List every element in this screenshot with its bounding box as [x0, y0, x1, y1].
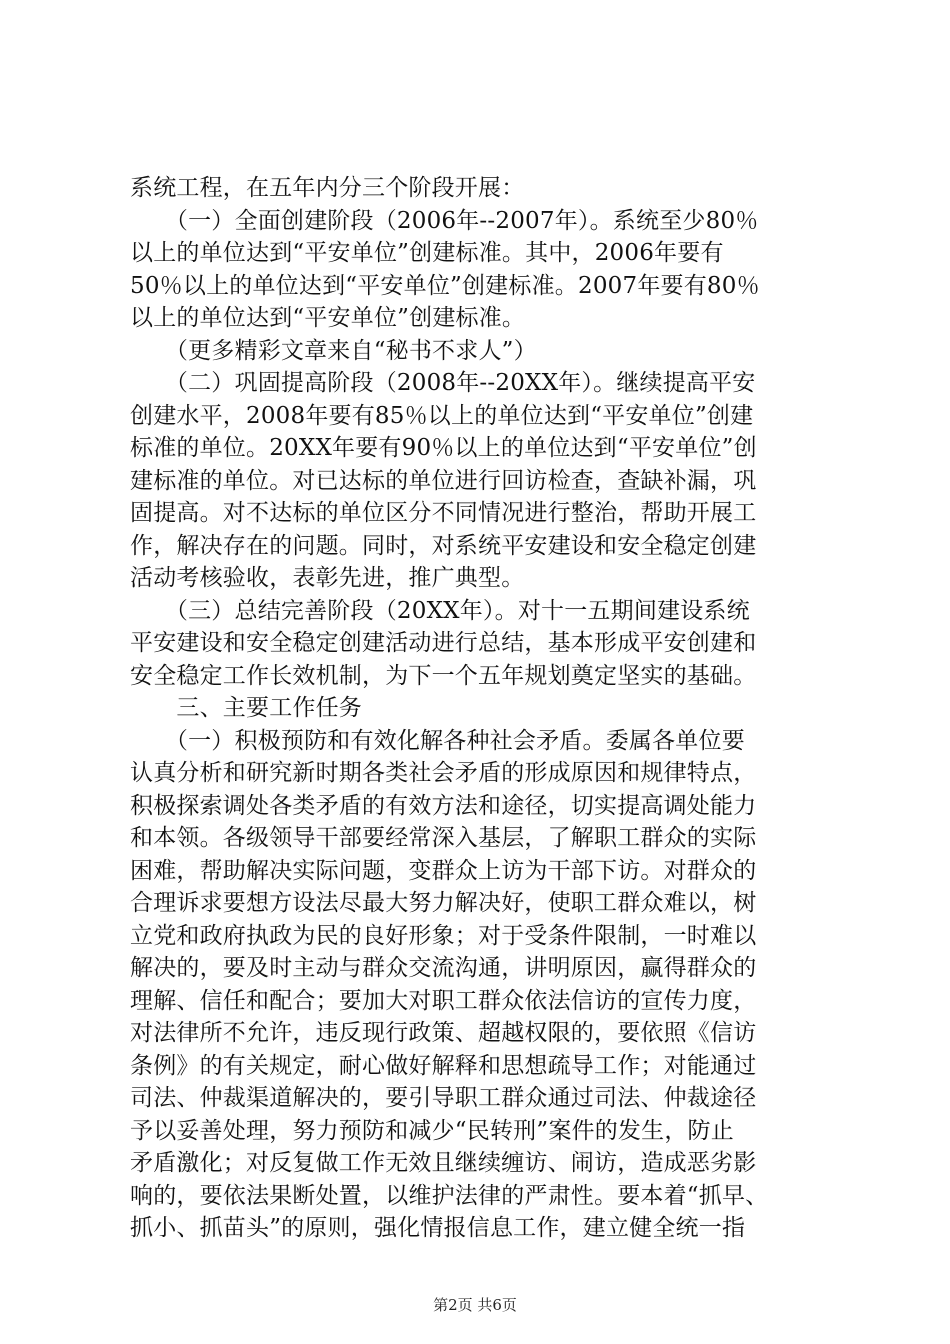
text-line: （三）总结完善阶段（20XX年）。对十一五期间建设系统	[130, 597, 750, 624]
text-line: 平安建设和安全稳定创建活动进行总结，基本形成平安创建和	[130, 630, 757, 656]
page-footer: 第2页 共6页	[433, 1296, 517, 1314]
text-line: 以上的单位达到“平安单位”创建标准。	[130, 305, 526, 331]
text-line: 三、主要工作任务	[130, 695, 362, 721]
text-line: 司法、仲裁渠道解决的，要引导职工群众通过司法、仲裁途径	[130, 1085, 757, 1111]
text-line: 50％以上的单位达到“平安单位”创建标准。2007年要有80％	[130, 272, 760, 299]
text-line: 困难，帮助解决实际问题，变群众上访为干部下访。对群众的	[130, 857, 757, 884]
text-line: 理解、信任和配合；要加大对职工群众依法信访的宣传力度，	[130, 987, 757, 1014]
text-line: 建标准的单位。对已达标的单位进行回访检查，查缺补漏，巩	[130, 467, 757, 494]
document-body	[130, 172, 830, 1245]
text-line: 认真分析和研究新时期各类社会矛盾的形成原因和规律特点，	[130, 760, 757, 786]
text-line: （一）全面创建阶段（2006年--2007年）。系统至少80％	[130, 207, 759, 234]
text-line: 予以妥善处理，努力预防和减少“民转刑”案件的发生，防止	[130, 1117, 734, 1144]
text-line: 立党和政府执政为民的良好形象；对于受条件限制，一时难以	[130, 922, 757, 949]
text-line: 解决的，要及时主动与群众交流沟通，讲明原因，赢得群众的	[130, 955, 757, 981]
text-line: 响的，要依法果断处置，以维护法律的严肃性。要本着“抓早、	[130, 1182, 769, 1209]
text-line: （一）积极预防和有效化解各种社会矛盾。委属各单位要	[130, 727, 745, 754]
text-line: 系统工程，在五年内分三个阶段开展：	[130, 175, 525, 201]
text-line: 以上的单位达到“平安单位”创建标准。其中，2006年要有	[130, 240, 724, 266]
text-line: 标准的单位。20XX年要有90％以上的单位达到“平安单位”创	[130, 435, 757, 461]
text-line: 合理诉求要想方设法尽最大努力解决好，使职工群众难以，树	[130, 890, 757, 916]
text-line: 抓小、抓苗头”的原则，强化情报信息工作，建立健全统一指	[130, 1215, 746, 1241]
text-line: 积极探索调处各类矛盾的有效方法和途径，切实提高调处能力	[130, 792, 757, 819]
text-line: 矛盾激化；对反复做工作无效且继续缠访、闹访，造成恶劣影	[130, 1150, 757, 1176]
text-line: 条例》的有关规定，耐心做好解释和思想疏导工作；对能通过	[130, 1052, 757, 1079]
text-line: 活动考核验收，表彰先进，推广典型。	[130, 565, 525, 591]
text-line: 安全稳定工作长效机制，为下一个五年规划奠定坚实的基础。	[130, 662, 757, 689]
text-line: 对法律所不允许，违反现行政策、超越权限的，要依照《信访	[130, 1020, 757, 1046]
text-line: 创建水平，2008年要有85％以上的单位达到“平安单位”创建	[130, 402, 754, 429]
text-line: 和本领。各级领导干部要经常深入基层，了解职工群众的实际	[130, 825, 757, 851]
text-line: 作，解决存在的问题。同时，对系统平安建设和安全稳定创建	[130, 532, 757, 559]
text-line: （更多精彩文章来自“秘书不求人”）	[130, 337, 537, 364]
text-line: （二）巩固提高阶段（2008年--20XX年）。继续提高平安	[130, 370, 756, 396]
text-line: 固提高。对不达标的单位区分不同情况进行整治，帮助开展工	[130, 500, 757, 526]
